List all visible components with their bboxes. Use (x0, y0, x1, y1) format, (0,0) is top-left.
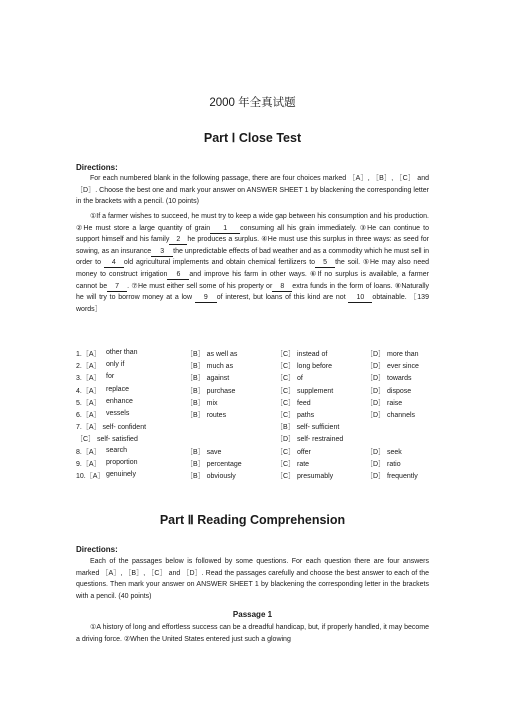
blank-10: 10 (348, 293, 372, 303)
blank-6: 6 (167, 270, 189, 280)
option-row-7a: 7.［A］ self- confident ［B］ self- sufficient (76, 424, 340, 432)
option-row: 9.［A］ proportion ［B］ percentage ［C］ rate ［D］ ratio (76, 458, 401, 468)
option-row: 6.［A］ vessels ［B］ routes ［C］ paths ［D］ channels (76, 409, 416, 419)
part1-heading: Part Ⅰ Close Test (203, 131, 302, 145)
option-row: 5.［A］ enhance ［B］ mix ［C］ feed ［D］ raise (76, 397, 403, 407)
reading-passage-1: ①A history of long and effortless success can be a dreadful handicap, but, if properly handled, it may become a driving force. ②When the United States entered just such a glowing (76, 624, 429, 643)
part2-directions-text: Each of the passages below is followed by some questions. For each question there are four answers marked ［A］, ［B］, ［C］ and ［D］. Read the passages carefully and choose the best answer to each of the questions. Then mark your answer on ANSWER SHEET 1 by blackening the corresponding letter in the brackets with a pencil. (40 points) (76, 558, 429, 600)
option-row: 3.［A］ for ［B］ against ［C］ of ［D］ towards (76, 373, 412, 383)
options-list (76, 349, 436, 483)
part2-directions-label: Directions: (76, 545, 118, 554)
close-passage: ①If a farmer wishes to succeed, he must try to keep a wide gap between his consumption and his production. ②He must store a large quantity of grain 1 consuming all his grain immediately. ③He can continue to support himself and his family 2 he produces a surplus. ④He must use this surplus in three ways: as seed for sowing, as an insurance 3 the unpredictable effects of bad weather and as a commodity which he must sell in order to 4 old agricultural implements and obtain chemical fertilizers to 5 the soil. ⑤He may also need money to construct irrigation 6 and improve his farm in other ways. ⑥If no surplus is available, a farmer cannot be 7 . ⑦He must either sell some of his property or 8 extra funds in the form of loans. ⑧Naturally he will try to borrow money at a low 9 of interest, but loans of this kind are not 10 obtainable. ［139 words］ (76, 213, 430, 313)
option-row: 10.［A］ genuinely ［B］ obviously ［C］ presumably ［D］ frequently (76, 470, 418, 480)
blank-9: 9 (195, 293, 217, 303)
blank-3: 3 (151, 247, 173, 257)
option-row-7b: ［C］ self- satisfied ［D］ self- restrained (76, 436, 344, 444)
part1-directions-text: For each numbered blank in the following passage, there are four choices marked ［A］, ［B］, ［C］ and ［D］. Choose the best one and mark your answer on ANSWER SHEET 1 by blackening the corresponding letter in the brackets with a pencil. (10 points) (76, 175, 429, 206)
part2-heading: Part Ⅱ Reading Comprehension (159, 513, 346, 527)
passage-title: Passage 1 (232, 610, 273, 619)
option-row: 8.［A］ search ［B］ save ［C］ offer ［D］ seek (76, 446, 402, 456)
blank-7: 7 (107, 282, 127, 292)
part1-directions-label: Directions: (76, 163, 118, 172)
blank-5: 5 (315, 258, 335, 268)
blank-1: 1 (210, 224, 240, 234)
blank-4: 4 (104, 258, 124, 268)
blank-2: 2 (169, 235, 187, 245)
option-row: 1.［A］ other than ［B］ as well as ［C］ instead of ［D］ more than (76, 349, 419, 358)
page-title: 2000 年全真试题 (209, 97, 296, 109)
option-row: 4.［A］ replace ［B］ purchase ［C］ supplement ［D］ dispose (76, 385, 412, 395)
blank-8: 8 (272, 282, 292, 292)
option-row: 2.［A］ only if ［B］ much as ［C］ long before ［D］ ever since (76, 361, 419, 371)
